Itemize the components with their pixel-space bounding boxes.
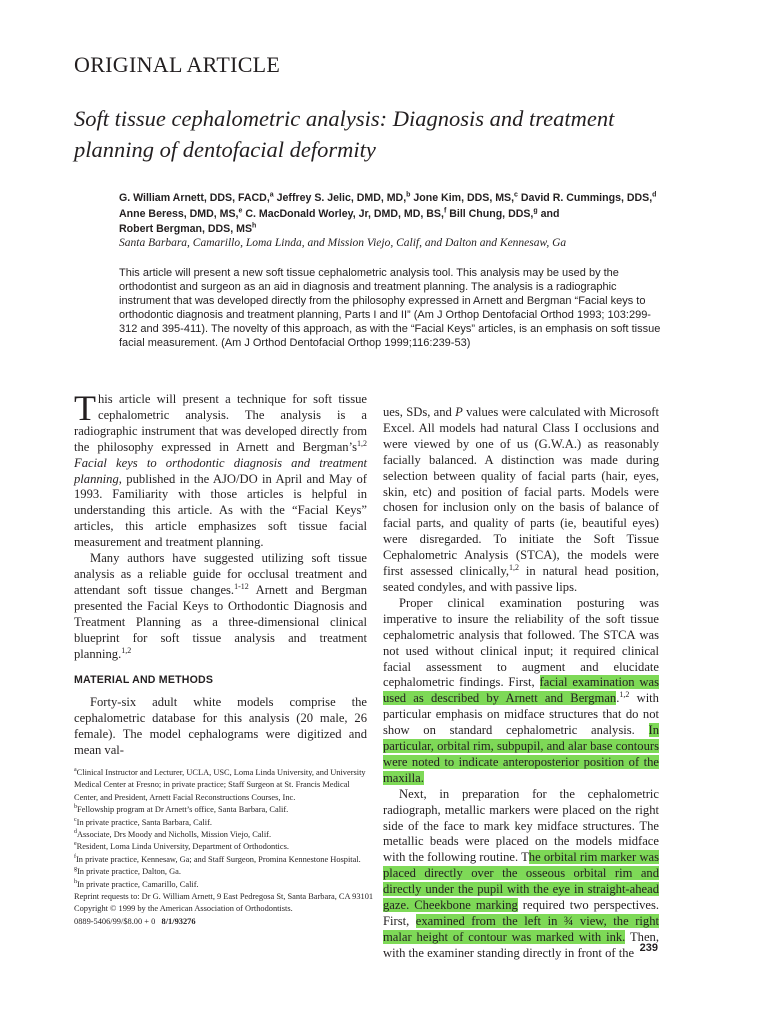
paragraph bbox=[383, 787, 659, 962]
paragraph bbox=[74, 388, 367, 551]
author-conjunction: and bbox=[537, 207, 560, 220]
footnote-text: Resident, Loma Linda University, Department of Orthodontics. bbox=[76, 842, 289, 852]
author-affil-mark: f bbox=[443, 206, 447, 214]
footnote-text: In private practice, Camarillo, Calif. bbox=[77, 879, 199, 889]
paragraph bbox=[383, 405, 659, 596]
footnotes bbox=[74, 767, 374, 928]
copyright: Copyright © 1999 by the American Association of Orthodontists. bbox=[74, 904, 293, 914]
text-run: values were calculated with Microsoft Excel. All models had natural Class I occlusions and were viewed by one of us (G.W.A.) as reasonably facially balanced. A distinction was made during selection between quality of facial parts (hair, eyes, skin, etc) and position of facial parts. Models were chosen for inclusion only on the basis of balance of facial parts, and quality of parts (ie, beautiful eyes) were disregarded. To initiate the Soft Tissue Cephalometric Analysis (STCA), the models were first assessed clinically, bbox=[383, 405, 659, 579]
footnote bbox=[74, 879, 374, 891]
body-column-right bbox=[383, 405, 659, 962]
paragraph: Proper clinical examination posturing was imperative to insure the reliability of the soft tissue cephalometric analysis that followed. The STCA was not used without clinical input; it required clinical facial assessment to augment and elucidate cephalometric findings. First, facial examination was used as described by Arnett and Bergman.$^{1,2}$ with particular emphasis on midface structures that do not show on standard cephalometric analysis. In particular, orbital rim, subpupil, and alar base contours were noted to indicate anteroposterior position of the maxilla. bbox=[383, 595, 660, 785]
paragraph bbox=[74, 551, 367, 662]
author-affil-mark: c bbox=[514, 191, 518, 199]
footnote bbox=[74, 804, 374, 816]
footnote-mark: h bbox=[74, 878, 77, 885]
author-name: David R. Cummings, DDS, bbox=[517, 192, 653, 204]
author-name: Bill Chung, DDS, bbox=[446, 207, 534, 220]
author-affil-mark: g bbox=[533, 206, 538, 214]
author-name: Robert Bergman, DDS, MS bbox=[119, 223, 253, 235]
paragraph: Forty-six adult white models comprise the cephalometric database for this analysis (20 male, 26 female). The model cephalograms were digitized and mean val- bbox=[74, 695, 367, 758]
citation: 1,2 bbox=[509, 562, 519, 572]
section-heading: MATERIAL AND METHODS bbox=[74, 674, 214, 687]
footnote bbox=[74, 866, 374, 878]
author-name: Anne Beress, DMD, MS, bbox=[119, 207, 239, 220]
footnote-mark: e bbox=[74, 841, 77, 848]
text-run: with particular emphasis on midface structures that do not show on standard cephalometric analysis. bbox=[383, 691, 659, 738]
issn: 0889-5406/99/$8.00 + 0 bbox=[74, 916, 156, 926]
drop-cap: T bbox=[74, 388, 96, 428]
author-affil-mark: d bbox=[652, 191, 657, 199]
footnote-text: Clinical Instructor and Lecturer, UCLA, USC, Loma Linda University, and University Medical Center at Fresno; in private practice; Staff Surgeon at St. Francis Medical Center, and President, Arnett Facial Reconstructions Courses, Inc. bbox=[74, 768, 366, 802]
text-run: Next, in preparation for the cephalometric radiograph, metallic markers were placed on the right side of the face to mark key midface structures. The metallic beads were placed on the models midface with the following routine. T bbox=[383, 786, 659, 865]
highlight: facial examination was used as described by Arnett and Bergman bbox=[383, 675, 660, 706]
footnote-text: In private practice, Santa Barbara, Calif. bbox=[76, 817, 213, 827]
citation: 1,2 bbox=[619, 690, 630, 700]
footnote-text: Associate, Drs Moody and Nicholls, Mission Viejo, Calif. bbox=[77, 830, 272, 840]
footnote-mark: c bbox=[74, 816, 77, 823]
page-number: 239 bbox=[639, 942, 658, 954]
abstract: This article will present a new soft tissue cephalometric analysis tool. This analysis may be used by the orthodontist and surgeon as an aid in diagnosis and treatment planning. The analysis is a radiographic instrument that was developed directly from the philosophy expressed in Arnett and Bergman “Facial keys to orthodontic diagnosis and treatment planning, Parts I and II” (Am J Orthop Dentofacial Orthod 1993; 103:299-312 and 395-411). The novelty of this approach, as with the “Facial Keys” articles, is an emphasis on soft tissue facial measurement. (Am J Orthod Dentofacial Orthop 1999;116:239-53) bbox=[119, 267, 661, 349]
citation: 1,2 bbox=[357, 438, 367, 448]
text-run: Proper clinical examination posturing was imperative to insure the reliability of the soft tissue cephalometric analysis that followed. The STCA was not used without clinical input; it required clinical facial assessment to augment and elucidate cephalometric findings. First, bbox=[383, 595, 659, 690]
author-affil-mark: b bbox=[406, 191, 411, 199]
issn-line bbox=[74, 916, 374, 928]
author-affil-mark: e bbox=[238, 206, 243, 214]
text-run: Arnett and Bergman presented the Facial Keys to Orthodontic Diagnosis and Treatment Planning as a three-dimensional clinical blueprint for soft tissue analysis and treatment planning. bbox=[74, 582, 368, 661]
text-run: ues, SDs, and bbox=[383, 405, 456, 419]
author-line-3 bbox=[119, 222, 679, 238]
footnote-text: In private practice, Dalton, Ga. bbox=[77, 867, 181, 877]
author-name: Jone Kim, DDS, MS, bbox=[410, 192, 515, 204]
author-line-2 bbox=[119, 207, 679, 223]
footnote-mark: b bbox=[74, 804, 77, 811]
text-run: , published in the AJO/DO in April and May of 1993. Familiarity with those articles is helpful in understanding this article. As with the “Facial Keys” articles, this article emphasizes soft tissue facial measurement and treatment planning. bbox=[74, 471, 367, 550]
text-run: required two perspectives. First, bbox=[383, 898, 659, 928]
footnote-text: Fellowship program at Dr Arnett’s office, Santa Barbara, Calif. bbox=[77, 805, 289, 815]
footnote bbox=[74, 767, 374, 804]
text-run: Then, with the examiner standing directly in front of the bbox=[383, 929, 659, 960]
text-run: in natural head position, seated condyles, and with passive lips. bbox=[383, 564, 659, 594]
footnote-mark: a bbox=[74, 767, 77, 774]
footnote-mark: f bbox=[74, 854, 76, 861]
citation: 1,2 bbox=[121, 645, 132, 655]
highlight: In particular, orbital rim, subpupil, and alar base contours were noted to indicate anteroposterior position of the maxilla. bbox=[383, 723, 659, 785]
author-name: G. William Arnett, DDS, FACD, bbox=[119, 192, 270, 204]
highlight: examined from the left in ¾ view, the right malar height of contour was marked with ink. bbox=[383, 914, 659, 944]
footnote bbox=[74, 817, 374, 829]
text-italic: Facial keys to orthodontic diagnosis and treatment planning bbox=[74, 455, 367, 486]
reprint-request: Reprint requests to: Dr G. William Arnett, 9 East Pedregosa St, Santa Barbara, CA 93101 bbox=[74, 892, 374, 902]
author-affil-mark: h bbox=[252, 222, 257, 230]
footnote bbox=[74, 829, 374, 841]
text-run: his article will present a technique for soft tissue cephalometric analysis. The analysis is a radiographic instrument that was developed directly from the philosophy expressed in Arnett and Bergman’s bbox=[74, 392, 367, 454]
author-name: C. MacDonald Worley, Jr, DMD, MD, BS, bbox=[242, 207, 444, 220]
author-affiliation: Santa Barbara, Camarillo, Loma Linda, and Mission Viejo, Calif, and Dalton and Kennesaw, Ga bbox=[119, 237, 567, 249]
citation: 1-12 bbox=[234, 581, 249, 591]
text-run: Many authors have suggested utilizing soft tissue analysis as a reliable guide for occlusal treatment and attendant soft tissue changes. bbox=[74, 551, 367, 597]
author-line-1 bbox=[119, 191, 679, 207]
author-name: Jeffrey S. Jelic, DMD, MD, bbox=[273, 192, 407, 204]
footnote bbox=[74, 841, 374, 853]
author-affil-mark: a bbox=[269, 191, 274, 199]
footnote-mark: g bbox=[74, 866, 77, 873]
body-column-left bbox=[74, 388, 368, 759]
footnote bbox=[74, 854, 374, 866]
footnote-text: In private practice, Kennesaw, Ga; and Staff Surgeon, Promina Kennestone Hospital. bbox=[76, 854, 361, 864]
author-list bbox=[119, 191, 679, 238]
highlight: he orbital rim marker was placed directly over the osseous orbital rim and directly under the pupil with the eye in straight-ahead gaze. Cheekbone marking bbox=[383, 850, 659, 913]
article-title: Soft tissue cephalometric analysis: Diagnosis and treatment planning of dentofacial deformity bbox=[74, 106, 615, 162]
issn-code: 8/1/93276 bbox=[161, 916, 196, 926]
text-italic: P bbox=[455, 405, 463, 419]
section-label: ORIGINAL ARTICLE bbox=[74, 52, 281, 77]
footnote-mark: d bbox=[74, 829, 77, 836]
